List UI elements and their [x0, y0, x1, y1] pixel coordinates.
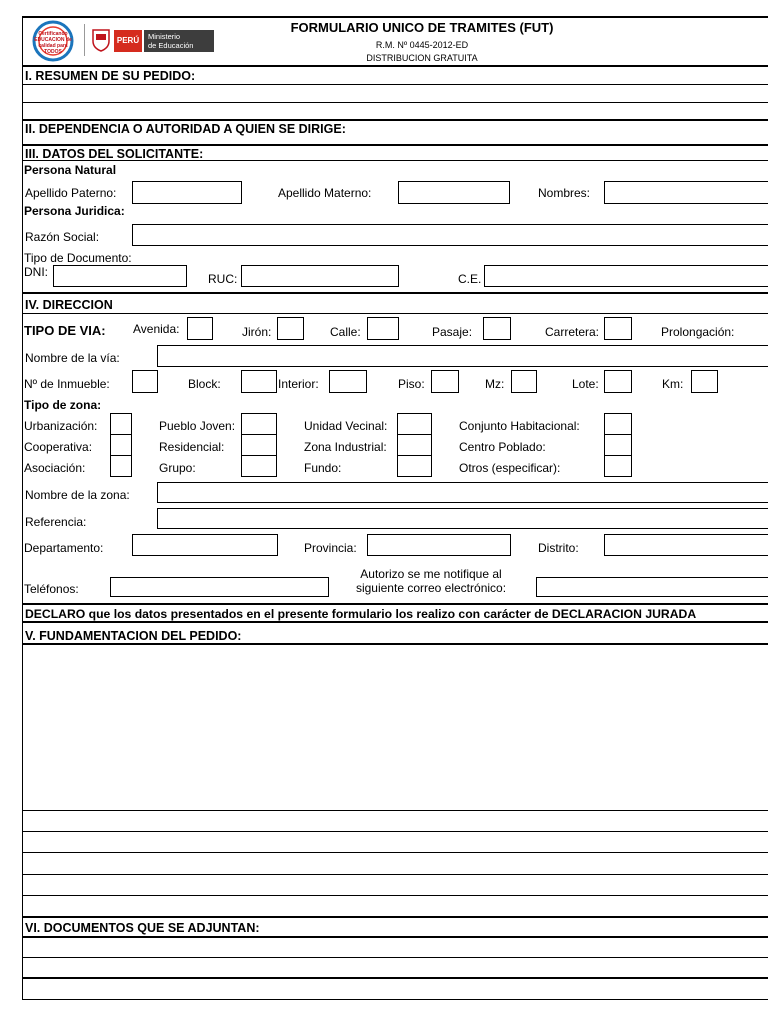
- nombre-via-label: Nombre de la vía:: [25, 351, 120, 365]
- block-field[interactable]: [241, 370, 277, 393]
- fundamentacion-line-4[interactable]: [22, 874, 768, 875]
- urbanizacion-checkbox[interactable]: [110, 413, 132, 435]
- documentos-line-3[interactable]: [22, 999, 768, 1000]
- mz-field[interactable]: [511, 370, 537, 393]
- departamento-label: Departamento:: [24, 541, 104, 555]
- apellido-materno-field[interactable]: [398, 181, 510, 204]
- zona-industrial-checkbox[interactable]: [397, 434, 432, 456]
- departamento-field[interactable]: [132, 534, 278, 556]
- ministry-label: [144, 30, 214, 52]
- documentos-line-1[interactable]: [22, 957, 768, 958]
- ruc-label: RUC:: [208, 272, 238, 286]
- referencia-label: Referencia:: [25, 515, 87, 529]
- fundamentacion-line-5[interactable]: [22, 895, 768, 896]
- header-bottom-border: [22, 65, 768, 67]
- ministry-line2: de Educación: [148, 41, 194, 50]
- section-divider-2: [22, 119, 768, 121]
- ce-label: C.E.: [458, 272, 482, 286]
- declaracion-jurada-text: DECLARO que los datos presentados en el presente formulario los realizo con carácter de DECLARACION JURADA: [25, 607, 697, 621]
- declaracion-divider: [22, 621, 768, 623]
- interior-field[interactable]: [329, 370, 367, 393]
- cooperativa-checkbox[interactable]: [110, 434, 132, 456]
- resolution-number: R.M. Nº 0445-2012-ED: [375, 40, 469, 50]
- calle-label: Calle:: [330, 325, 361, 339]
- section-resumen-title: I. RESUMEN DE SU PEDIDO:: [25, 69, 196, 83]
- tipo-via-label: TIPO DE VIA:: [24, 323, 106, 338]
- urbanizacion-label: Urbanización:: [24, 419, 98, 433]
- dni-field[interactable]: [53, 265, 187, 287]
- fundo-label: Fundo:: [304, 461, 342, 475]
- section-divider-5: [22, 603, 768, 605]
- campaign-logo-text: Certificando EDUCACION de calidad para TODOS: [34, 31, 72, 55]
- grupo-checkbox[interactable]: [241, 455, 277, 477]
- autorizo-line2: siguiente correo electrónico:: [355, 581, 507, 595]
- section-solicitante-title: III. DATOS DEL SOLICITANTE:: [25, 147, 204, 161]
- peru-shield-icon: [90, 28, 112, 52]
- education-campaign-logo: [28, 20, 78, 62]
- prolongacion-label: Prolongación:: [661, 325, 735, 339]
- km-label: Km:: [662, 377, 684, 391]
- block-label: Block:: [188, 377, 221, 391]
- carretera-checkbox[interactable]: [604, 317, 632, 340]
- cooperativa-label: Cooperativa:: [24, 440, 93, 454]
- dni-label: DNI:: [24, 265, 48, 279]
- form-title: FORMULARIO UNICO DE TRAMITES (FUT): [290, 20, 554, 35]
- autorizo-line1: Autorizo se me notifique al: [360, 567, 502, 581]
- documentos-divider: [22, 936, 768, 938]
- distrito-field[interactable]: [604, 534, 768, 556]
- lote-field[interactable]: [604, 370, 632, 393]
- resumen-line-2[interactable]: [22, 102, 768, 103]
- documentos-line-2[interactable]: [22, 977, 768, 979]
- distrito-label: Distrito:: [538, 541, 579, 555]
- residencial-label: Residencial:: [159, 440, 225, 454]
- fundamentacion-line-2[interactable]: [22, 831, 768, 832]
- zona-industrial-label: Zona Industrial:: [304, 440, 387, 454]
- km-field[interactable]: [691, 370, 718, 393]
- fundamentacion-line-1[interactable]: [22, 810, 768, 811]
- persona-natural-label: Persona Natural: [24, 163, 117, 177]
- centro-poblado-checkbox[interactable]: [604, 434, 632, 456]
- ministry-line1: Ministerio: [148, 32, 181, 41]
- pasaje-label: Pasaje:: [432, 325, 473, 339]
- razon-social-label: Razón Social:: [25, 230, 100, 244]
- ce-field[interactable]: [484, 265, 768, 287]
- section-divider-3: [22, 144, 768, 146]
- residencial-checkbox[interactable]: [241, 434, 277, 456]
- provincia-label: Provincia:: [304, 541, 357, 555]
- inmueble-field[interactable]: [132, 370, 158, 393]
- unidad-vecinal-label: Unidad Vecinal:: [304, 419, 388, 433]
- solicitante-divider: [22, 160, 768, 161]
- conjunto-habitacional-checkbox[interactable]: [604, 413, 632, 435]
- jiron-label: Jirón:: [242, 325, 272, 339]
- direccion-divider: [22, 313, 768, 314]
- asociacion-checkbox[interactable]: [110, 455, 132, 477]
- nombre-via-field[interactable]: [157, 345, 768, 367]
- fundamentacion-divider: [22, 643, 768, 645]
- distribution-note: DISTRIBUCION GRATUITA: [366, 53, 478, 63]
- ruc-field[interactable]: [241, 265, 399, 287]
- provincia-field[interactable]: [367, 534, 511, 556]
- centro-poblado-label: Centro Poblado:: [459, 440, 546, 454]
- calle-checkbox[interactable]: [367, 317, 399, 340]
- persona-juridica-label: Persona Juridica:: [24, 204, 125, 218]
- nombre-zona-label: Nombre de la zona:: [25, 488, 130, 502]
- apellido-paterno-field[interactable]: [132, 181, 242, 204]
- form-top-border: [22, 16, 768, 18]
- piso-field[interactable]: [431, 370, 459, 393]
- peru-label: PERÚ: [114, 30, 142, 52]
- section-documentos-title: VI. DOCUMENTOS QUE SE ADJUNTAN:: [25, 921, 260, 935]
- telefonos-label: Teléfonos:: [24, 582, 79, 596]
- carretera-label: Carretera:: [545, 325, 600, 339]
- section-divider-6: [22, 916, 768, 918]
- section-direccion-title: IV. DIRECCION: [25, 298, 113, 312]
- razon-social-field[interactable]: [132, 224, 768, 246]
- lote-label: Lote:: [572, 377, 599, 391]
- nombres-label: Nombres:: [538, 186, 591, 200]
- apellido-paterno-label: Apellido Paterno:: [25, 186, 117, 200]
- pasaje-checkbox[interactable]: [483, 317, 511, 340]
- mz-label: Mz:: [485, 377, 505, 391]
- asociacion-label: Asociación:: [24, 461, 86, 475]
- pueblo-joven-label: Pueblo Joven:: [159, 419, 236, 433]
- otros-label: Otros (especificar):: [459, 461, 561, 475]
- avenida-checkbox[interactable]: [187, 317, 213, 340]
- logo-divider: [84, 24, 85, 56]
- pueblo-joven-checkbox[interactable]: [241, 413, 277, 435]
- telefonos-field[interactable]: [110, 577, 329, 597]
- inmueble-label: Nº de Inmueble:: [24, 377, 110, 391]
- apellido-materno-label: Apellido Materno:: [278, 186, 372, 200]
- conjunto-habitacional-label: Conjunto Habitacional:: [459, 419, 580, 433]
- tipo-documento-label: Tipo de Documento:: [24, 251, 132, 265]
- jiron-checkbox[interactable]: [277, 317, 304, 340]
- referencia-field[interactable]: [157, 508, 768, 529]
- resumen-line-1[interactable]: [22, 84, 768, 85]
- tipo-zona-label: Tipo de zona:: [24, 398, 102, 412]
- unidad-vecinal-checkbox[interactable]: [397, 413, 432, 435]
- section-dependencia-title: II. DEPENDENCIA O AUTORIDAD A QUIEN SE DIRIGE:: [25, 122, 346, 136]
- section-divider-4: [22, 292, 768, 294]
- grupo-label: Grupo:: [159, 461, 196, 475]
- nombres-field[interactable]: [604, 181, 768, 204]
- fundamentacion-line-3[interactable]: [22, 852, 768, 853]
- avenida-label: Avenida:: [133, 322, 180, 336]
- section-fundamentacion-title: V. FUNDAMENTACION DEL PEDIDO:: [25, 629, 242, 643]
- correo-field[interactable]: [536, 577, 768, 597]
- nombre-zona-field[interactable]: [157, 482, 768, 503]
- otros-checkbox[interactable]: [604, 455, 632, 477]
- fundo-checkbox[interactable]: [397, 455, 432, 477]
- interior-label: Interior:: [278, 377, 319, 391]
- piso-label: Piso:: [398, 377, 425, 391]
